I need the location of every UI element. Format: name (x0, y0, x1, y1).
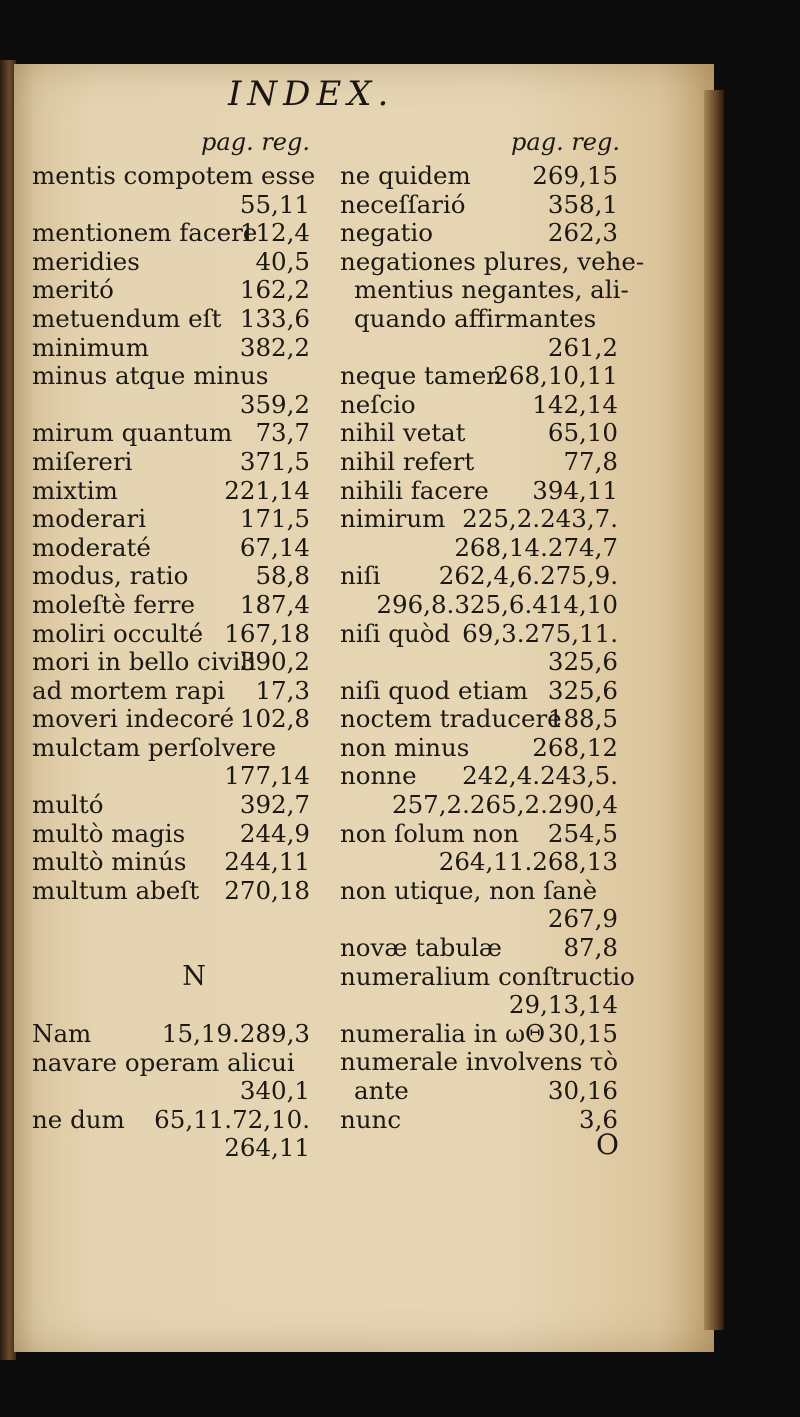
index-entry (32, 1020, 322, 1049)
entry-term: minus atque minus (32, 361, 269, 391)
entry-reference: 254,5 (547, 818, 618, 848)
index-entry (340, 391, 630, 420)
entry-term: moderaté (32, 532, 151, 562)
right-index-column (340, 128, 645, 1134)
index-entry (32, 334, 322, 363)
entry-term: moleſtè ferre (32, 589, 196, 619)
index-entry (340, 1048, 630, 1077)
index-entry (340, 419, 630, 448)
entry-reference: 371,5 (239, 446, 310, 476)
entry-reference: 257,2.265,2.290,4 (392, 790, 618, 820)
entry-term: nihili facere (340, 475, 489, 505)
entry-term: metuendum eſt (32, 303, 222, 333)
entry-reference: 30,15 (547, 1018, 618, 1048)
entry-reference: 358,1 (547, 189, 618, 219)
entry-term: nimirum (340, 504, 446, 534)
entry-reference: 171,5 (239, 504, 310, 534)
entry-term: nonne (340, 761, 417, 791)
entry-reference: 392,7 (239, 790, 310, 820)
index-entry (340, 820, 630, 849)
index-entry (340, 934, 630, 963)
index-entry (340, 591, 630, 620)
index-entry (32, 877, 322, 906)
entry-reference: 69,3.275,11. (462, 618, 618, 648)
entry-term: navare operam alicui (32, 1047, 295, 1077)
index-entry (32, 620, 322, 649)
entry-term: mori in bello civili (32, 647, 257, 677)
index-entry (340, 877, 630, 906)
entry-reference: 30,16 (547, 1076, 618, 1105)
entry-term: non ſolum non (340, 818, 519, 848)
entry-term: moliri occulté (32, 618, 204, 648)
entry-term: moderari (32, 504, 147, 534)
entry-reference: 382,2 (239, 332, 310, 362)
entry-reference: 359,2 (239, 389, 310, 419)
entry-reference: 187,4 (239, 589, 310, 619)
entry-term: ante (354, 1076, 409, 1105)
index-entry (340, 276, 630, 305)
index-entry (32, 534, 322, 563)
index-entry (32, 162, 322, 191)
index-entry (32, 1106, 322, 1135)
index-entry (32, 1134, 322, 1163)
entry-reference: τὸ (589, 1047, 618, 1077)
entry-term: mirum quantum (32, 418, 233, 448)
index-entry (32, 591, 322, 620)
index-entry (32, 734, 322, 763)
entry-reference: 102,8 (239, 704, 310, 734)
entry-term: numeralia in ωΘ (340, 1018, 546, 1048)
entry-reference: 29,13,14 (508, 990, 618, 1020)
entry-reference: 225,2.243,7. (462, 504, 618, 534)
entry-term: mentionem facere (32, 218, 258, 248)
spacer (32, 905, 322, 934)
index-entry (340, 1106, 630, 1135)
index-entry (340, 648, 630, 677)
entry-reference: 73,7 (255, 418, 310, 448)
index-entry (340, 734, 630, 763)
entry-term: mentis compotem esse (32, 161, 316, 190)
entry-reference: 390,2 (239, 647, 310, 677)
entry-reference: 268,14.274,7 (454, 532, 618, 562)
entry-term: neſcio (340, 389, 416, 419)
entry-term: negatio (340, 218, 433, 248)
entry-reference: 133,6 (239, 303, 310, 333)
entry-reference: 264,11 (224, 1133, 310, 1163)
entry-reference: 188,5 (547, 704, 618, 734)
index-entry (340, 677, 630, 706)
entry-term: multum abeſt (32, 875, 200, 905)
index-entry (32, 1077, 322, 1106)
index-entry (32, 391, 322, 420)
entry-term: ad mortem rapi (32, 675, 225, 705)
index-entry (340, 334, 630, 363)
entry-reference: 55,11 (239, 189, 310, 219)
index-entry (340, 305, 630, 334)
entry-term: modus, ratio (32, 561, 189, 591)
entry-term: nunc (340, 1104, 402, 1134)
entry-term: quando affirmantes (354, 303, 597, 333)
index-entry (340, 1077, 630, 1106)
index-entry (32, 477, 322, 506)
index-entry (32, 791, 322, 820)
entry-reference: 394,11 (532, 475, 618, 505)
page-edges (704, 90, 724, 1330)
entry-term: ne quidem (340, 161, 471, 190)
entry-reference: 242,4.243,5. (462, 761, 618, 791)
entry-term: non utique, non ſanè (340, 875, 598, 905)
entry-term: minimum (32, 332, 149, 362)
entry-reference: 65,10 (547, 418, 618, 448)
entry-term: moveri indecoré (32, 704, 235, 734)
entry-reference: 267,9 (547, 904, 618, 934)
entry-reference: 244,11 (224, 847, 310, 877)
column-header: pag. reg. (511, 128, 620, 156)
section-letter: N (182, 961, 206, 993)
entry-reference: 296,8.325,6.414,10 (376, 589, 618, 619)
entry-reference: 40,5 (255, 246, 310, 276)
page-title: INDEX. (228, 74, 395, 114)
column-header: pag. reg. (201, 128, 310, 156)
index-entry (340, 905, 630, 934)
index-entry (340, 448, 630, 477)
entry-reference: 325,6 (547, 675, 618, 705)
entry-reference: 17,3 (255, 675, 310, 705)
entry-term: multò magis (32, 818, 186, 848)
entry-reference: 221,14 (224, 475, 310, 505)
index-entry (32, 648, 322, 677)
index-entry (32, 848, 322, 877)
entry-reference: 325,6 (547, 647, 618, 677)
entry-term: mulctam perſolvere (32, 732, 277, 762)
entry-term: niſi (340, 561, 381, 591)
entry-term: multò minús (32, 847, 187, 877)
index-entry (340, 848, 630, 877)
index-entry (32, 705, 322, 734)
entry-term: nihil refert (340, 446, 475, 476)
entry-reference: 244,9 (239, 818, 310, 848)
entry-term: numerale involvens (340, 1047, 583, 1077)
index-entry (340, 534, 630, 563)
entry-reference: 268,12 (532, 732, 618, 762)
entry-term: nihil vetat (340, 418, 466, 448)
entry-term: meritó (32, 275, 114, 305)
entry-term: mixtim (32, 475, 118, 505)
entry-reference: 15,19.289,3 (161, 1019, 310, 1049)
entry-reference: 142,14 (532, 389, 618, 419)
entry-reference: 269,15 (532, 161, 618, 190)
entry-reference: 270,18 (224, 875, 310, 905)
index-entry (340, 562, 630, 591)
entry-term: neceſſarió (340, 189, 466, 219)
entry-term: Nam (32, 1019, 92, 1049)
entry-term: ne dum (32, 1104, 125, 1134)
index-entry (340, 791, 630, 820)
entry-reference: 264,11.268,13 (438, 847, 618, 877)
index-entry (340, 991, 630, 1020)
entry-term: negationes plures, vehe- (340, 246, 645, 276)
entry-reference: 58,8 (255, 561, 310, 591)
index-entry (340, 477, 630, 506)
index-entry (340, 162, 630, 191)
entry-reference: 262,4,6.275,9. (438, 561, 618, 591)
entry-reference: 262,3 (547, 218, 618, 248)
index-entry (32, 362, 322, 391)
entry-reference: 167,18 (224, 618, 310, 648)
entry-term: multó (32, 790, 104, 820)
index-entry (340, 362, 630, 391)
entry-reference: 67,14 (239, 532, 310, 562)
index-entry (340, 219, 630, 248)
index-entry (32, 448, 322, 477)
entry-term: numeralium conſtructio (340, 961, 635, 991)
index-entry (32, 419, 322, 448)
index-entry (32, 276, 322, 305)
index-entry (340, 1020, 630, 1049)
entry-reference: 177,14 (224, 761, 310, 791)
index-entry (32, 305, 322, 334)
index-entry (32, 820, 322, 849)
entry-term: neque tamen (340, 361, 502, 391)
index-entry (340, 705, 630, 734)
entry-term: niſi quod etiam (340, 675, 529, 705)
index-entry (32, 219, 322, 248)
index-entry (340, 505, 630, 534)
index-entry (32, 562, 322, 591)
entry-reference: 87,8 (563, 933, 618, 963)
entry-term: meridies (32, 246, 140, 276)
entry-term: non minus (340, 732, 470, 762)
index-entry (32, 248, 322, 277)
index-entry (340, 961, 635, 992)
entry-term: miſereri (32, 446, 133, 476)
index-entry (32, 191, 322, 220)
entry-reference: 261,2 (547, 332, 618, 362)
entry-reference: 162,2 (239, 275, 310, 305)
index-entry (32, 677, 322, 706)
entry-term: mentius negantes, ali- (354, 275, 629, 305)
index-entry (32, 762, 322, 791)
index-entry (340, 246, 645, 277)
entry-reference: 77,8 (563, 446, 618, 476)
entry-reference: 65,11.72,10. (154, 1104, 310, 1134)
index-entry (32, 505, 322, 534)
index-entry (340, 620, 630, 649)
index-entry (32, 1049, 322, 1078)
entry-reference: 268,10,11 (493, 361, 618, 391)
entry-reference: 340,1 (239, 1076, 310, 1106)
index-entry (340, 762, 630, 791)
left-index-column (32, 128, 322, 1163)
catchword: O (596, 1128, 619, 1161)
entry-term: niſi quòd (340, 618, 451, 648)
entry-reference: 112,4 (239, 218, 310, 248)
entry-reference: 3,6 (579, 1104, 618, 1134)
entry-term: noctem traducere (340, 704, 562, 734)
index-entry (340, 191, 630, 220)
entry-term: novæ tabulæ (340, 933, 502, 963)
